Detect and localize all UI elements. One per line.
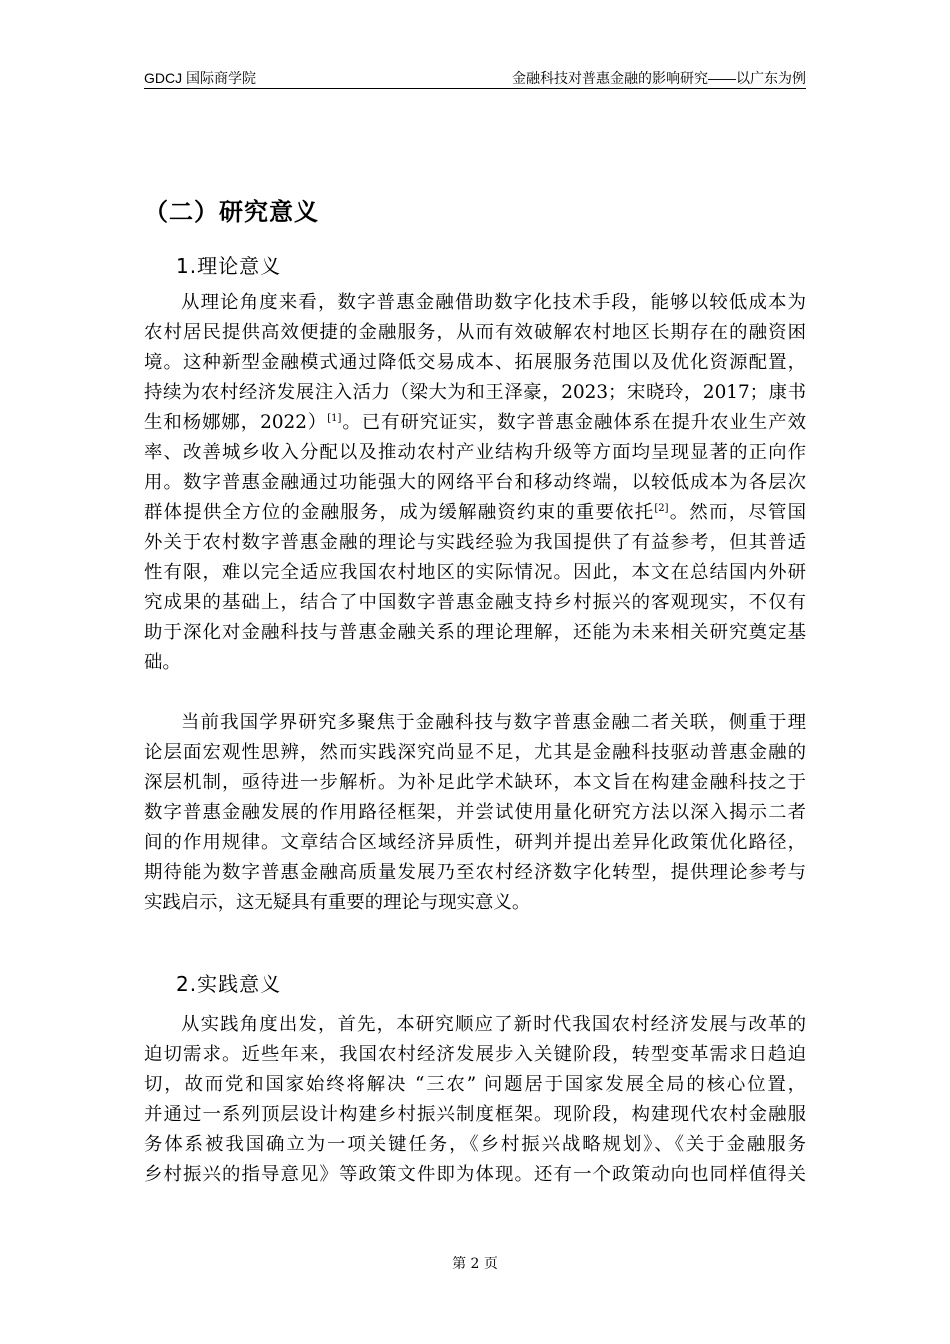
paragraph-theoretical-1: [144, 288, 806, 678]
text-line: [144, 498, 806, 528]
page-number: 第 2 页: [452, 1256, 498, 1272]
text-line: 境。这种新型金融模式通过降低交易成本、拓展服务范围以及优化资源配置，: [144, 352, 806, 373]
paragraph-theoretical-2: [144, 708, 806, 918]
text-segment: 。然而，尽管国: [668, 502, 806, 523]
text-line: 当前我国学界研究多聚焦于金融科技与数字普惠金融二者关联，侧重于理: [181, 712, 806, 733]
text-segment: 生和杨娜娜，2022）: [144, 412, 328, 433]
subsection-heading-practical: 2.实践意义: [176, 972, 282, 996]
text-line: 实践启示，这无疑具有重要的理论与现实意义。: [144, 892, 531, 913]
text-line: 础。: [144, 652, 181, 673]
text-line: 从实践角度出发，首先，本研究顺应了新时代我国农村经济发展与改革的: [181, 1014, 806, 1035]
text-line: [144, 408, 806, 438]
header-paper-title: 金融科技对普惠金融的影响研究——以广东为例: [512, 70, 806, 86]
text-segment: 。已有研究证实，数字普惠金融体系在提升农业生产效: [341, 412, 806, 433]
text-line: 农村居民提供高效便捷的金融服务，从而有效破解农村地区长期存在的融资困: [144, 322, 806, 343]
text-line: 迫切需求。近些年来，我国农村经济发展步入关键阶段，转型变革需求日趋迫: [144, 1044, 806, 1065]
text-line: 论层面宏观性思辨，然而实践深究尚显不足，尤其是金融科技驱动普惠金融的: [144, 742, 806, 763]
text-line: 究成果的基础上，结合了中国数字普惠金融支持乡村振兴的客观现实，不仅有: [144, 592, 806, 613]
header-institution: GDCJ 国际商学院: [144, 70, 256, 86]
text-line: 深层机制，亟待进一步解析。为补足此学术缺环，本文旨在构建金融科技之于: [144, 772, 806, 793]
text-line: 期待能为数字普惠金融高质量发展乃至农村经济数字化转型，提供理论参考与: [144, 862, 806, 883]
page-header: [144, 66, 806, 89]
subsection-heading-theoretical: 1.理论意义: [176, 254, 282, 278]
text-line: 从理论角度来看，数字普惠金融借助数字化技术手段，能够以较低成本为: [181, 292, 806, 313]
text-line: 外关于农村数字普惠金融的理论与实践经验为我国提供了有益参考，但其普适: [144, 532, 806, 553]
citation-marker: [2]: [654, 502, 669, 514]
section-heading: （二）研究意义: [144, 198, 319, 226]
text-line: 助于深化对金融科技与普惠金融关系的理论理解，还能为未来相关研究奠定基: [144, 622, 806, 643]
text-line: 率、改善城乡收入分配以及推动农村产业结构升级等方面均呈现显著的正向作: [144, 442, 806, 463]
text-line: 切，故而党和国家始终将解决 “三农” 问题居于国家发展全局的核心位置，: [144, 1074, 806, 1095]
text-line: 并通过一系列顶层设计构建乡村振兴制度框架。现阶段，构建现代农村金融服: [144, 1104, 806, 1125]
text-line: 务体系被我国确立为一项关键任务，《乡村振兴战略规划》、《关于金融服务: [144, 1134, 806, 1155]
text-line: 数字普惠金融发展的作用路径框架，并尝试使用量化研究方法以深入揭示二者: [144, 802, 806, 823]
citation-marker: [1]: [327, 412, 342, 424]
text-line: 用。数字普惠金融通过功能强大的网络平台和移动终端，以较低成本为各层次: [144, 472, 806, 493]
text-line: 乡村振兴的指导意见》等政策文件即为体现。还有一个政策动向也同样值得关: [144, 1164, 806, 1185]
text-line: 持续为农村经济发展注入活力（梁大为和王泽豪，2023；宋晓玲，2017；康书: [144, 382, 806, 403]
text-line: 间的作用规律。文章结合区域经济异质性，研判并提出差异化政策优化路径，: [144, 832, 806, 853]
text-segment: 群体提供全方位的金融服务，成为缓解融资约束的重要依托: [144, 502, 655, 523]
text-line: 性有限，难以完全适应我国农村地区的实际情况。因此，本文在总结国内外研: [144, 562, 806, 583]
paragraph-practical-1: [144, 1010, 806, 1190]
